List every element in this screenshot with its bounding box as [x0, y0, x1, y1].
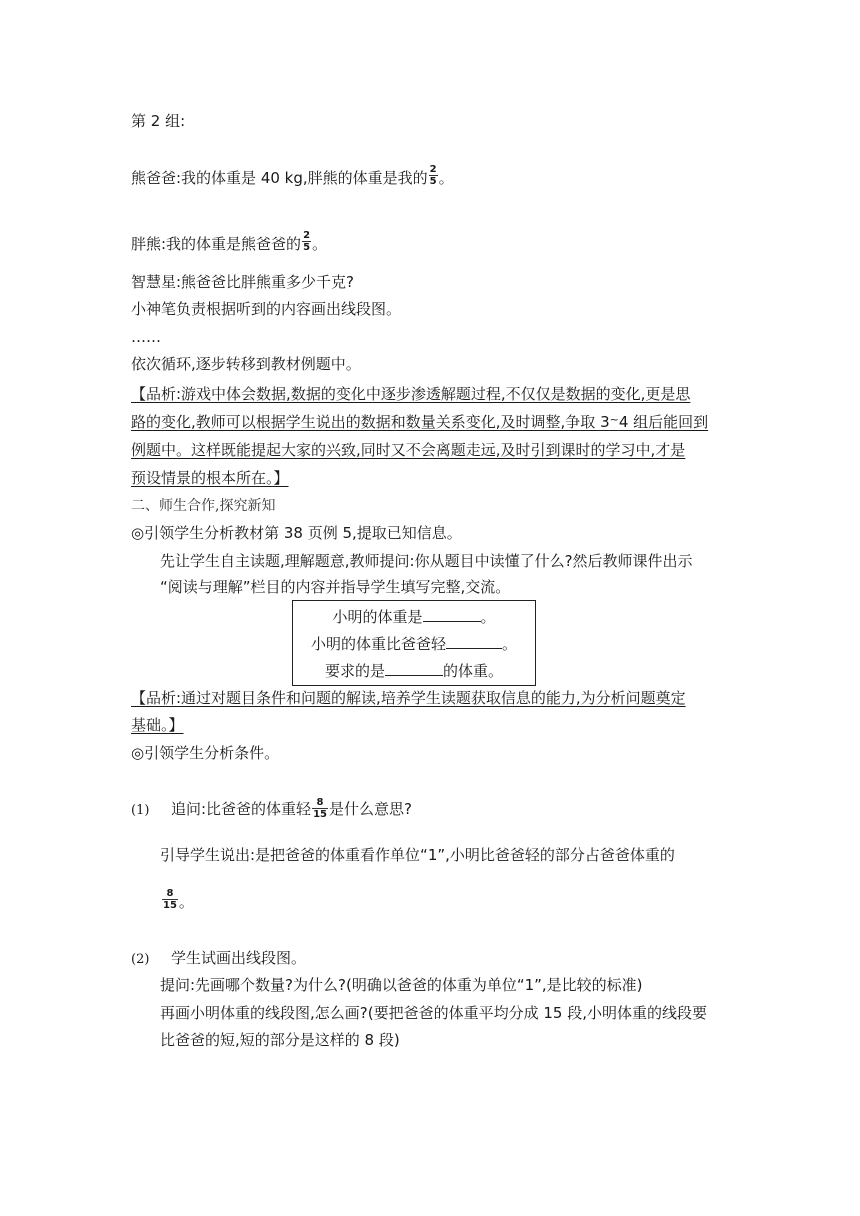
- fraction: $\frac{8}{15}$: [163, 888, 177, 911]
- pen-line: 小神笔负责根据听到的内容画出线段图。: [131, 300, 402, 318]
- ask-line: 再画小明体重的线段图,怎么画?(要把爸爸的体重平均分成 15 段,小明体重的线段要: [160, 1004, 707, 1022]
- blank: [423, 607, 481, 622]
- fraction: $\frac{2}{5}$: [429, 164, 437, 187]
- fraction: $\frac{8}{15}$: [313, 797, 327, 820]
- paragraph-line: “阅读与理解”栏目的内容并指导学生填写完整,交流。: [160, 578, 511, 596]
- paragraph-line: 先让学生自主读题,理解题意,教师提问:你从题目中读懂了什么?然后教师课件出示: [160, 552, 693, 570]
- fill-in-box: [292, 600, 536, 686]
- group-heading: 第 2 组:: [131, 112, 186, 130]
- cycle-line: 依次循环,逐步转移到教材例题中。: [131, 355, 361, 373]
- ask-line: 比爸爸的短,短的部分是这样的 8 段): [160, 1031, 400, 1049]
- guide-line: 引导学生说出:是把爸爸的体重看作单位“1”,小明比爸爸轻的部分占爸爸体重的: [160, 846, 675, 864]
- conditions-heading: ◎引领学生分析条件。: [131, 744, 280, 762]
- fat-bear-line: 胖熊:我的体重是熊爸爸的 $\frac{2}{5}$ 。: [131, 230, 328, 253]
- box-row: 小明的体重是 。: [332, 608, 496, 626]
- section-heading: 二、师生合作,探究新知: [131, 498, 276, 514]
- box-row: 小明的体重比爸爸轻 。: [310, 635, 518, 653]
- smart-star-line: 智慧星:熊爸爸比胖熊重多少千克?: [131, 273, 355, 291]
- ellipsis: ……: [131, 328, 161, 346]
- fraction: $\frac{2}{5}$: [303, 230, 311, 253]
- guide-fraction: $\frac{8}{15}$ 。: [163, 888, 194, 911]
- box-row: 要求的是 的体重。: [324, 662, 504, 680]
- bear-dad-line: 熊爸爸:我的体重是 40 kg,胖熊的体重是我的 $\frac{2}{5}$ 。: [131, 164, 454, 187]
- blank: [385, 661, 443, 676]
- question-1: (1) 追问:比爸爸的体重轻 $\frac{8}{15}$ 是什么意思?: [131, 797, 412, 820]
- question-2: (2) 学生试画出线段图。: [131, 949, 307, 967]
- item-textbook-example: ◎引领学生分析教材第 38 页例 5,提取已知信息。: [131, 524, 462, 542]
- blank: [446, 634, 502, 649]
- ask-line: 提问:先画哪个数量?为什么?(明确以爸爸的体重为单位“1”,是比较的标准): [160, 976, 643, 994]
